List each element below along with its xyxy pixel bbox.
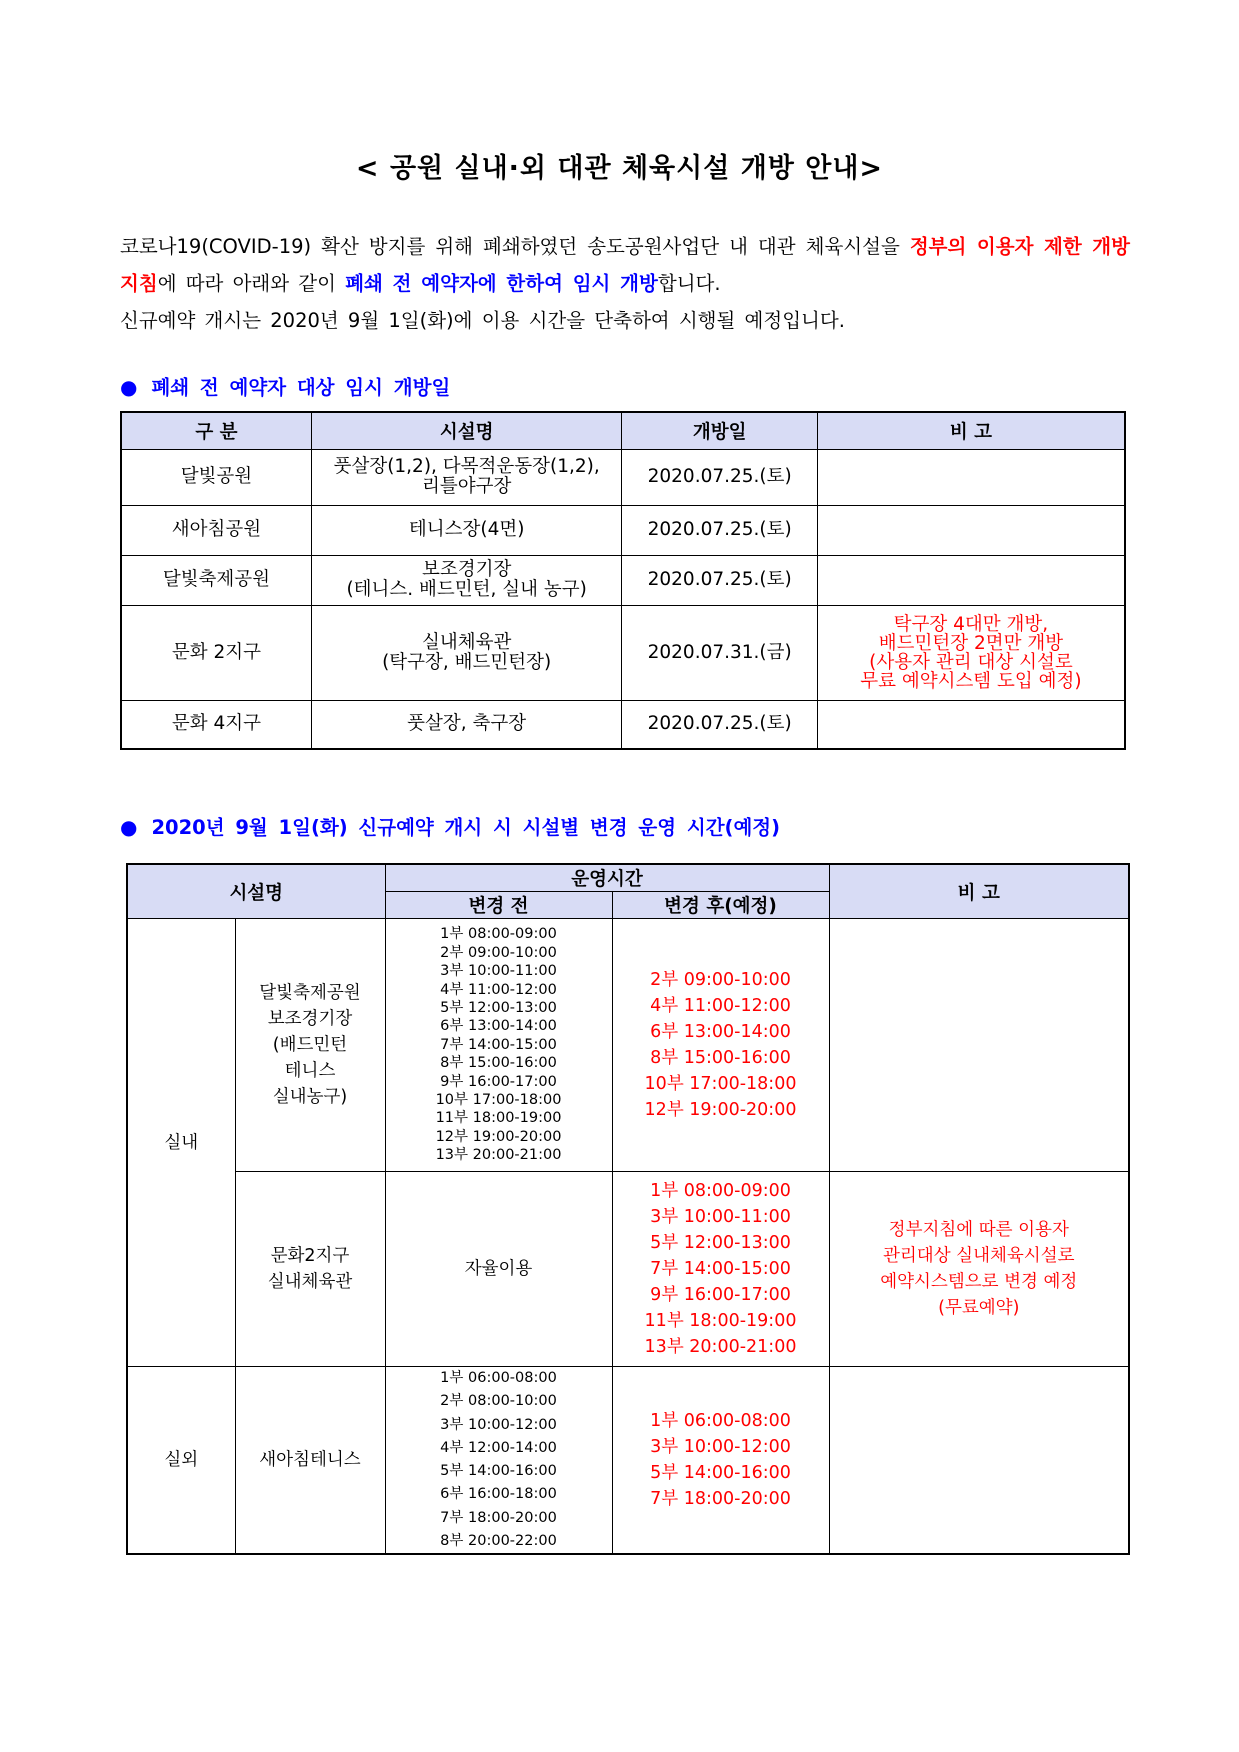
park-name: 문화 4지구 <box>121 700 311 749</box>
table-row <box>121 700 1125 749</box>
intro-text-2: 신규예약 개시는 2020년 9월 1일(화)에 이용 시간을 단축하여 시행될 예정입니다. <box>120 309 845 332</box>
table-row <box>121 555 1125 605</box>
header-hours: 운영시간 <box>385 864 829 892</box>
header-before: 변경 전 <box>385 892 612 919</box>
hours-after: 2부 09:00-10:00 4부 11:00-12:00 6부 13:00-14:00 8부 15:00-16:00 10부 17:00-18:00 12부 19:00-20:00 <box>612 919 829 1172</box>
header-after: 변경 후(예정) <box>612 892 829 919</box>
hours-after: 1부 08:00-09:00 3부 10:00-11:00 5부 12:00-13:00 7부 14:00-15:00 9부 16:00-17:00 11부 18:00-19:00 13부 20:00-21:00 <box>612 1172 829 1367</box>
page-title: < 공원 실내·외 대관 체육시설 개방 안내> <box>355 153 884 184</box>
note-cell <box>817 555 1125 605</box>
open-date: 2020.07.25.(토) <box>622 449 817 505</box>
facility-name: 실내체육관 (탁구장, 배드민턴장) <box>311 605 622 700</box>
category-outdoor: 실외 <box>127 1367 235 1555</box>
facility-name: 풋살장(1,2), 다목적운동장(1,2), 리틀야구장 <box>311 449 622 505</box>
open-date: 2020.07.31.(금) <box>622 605 817 700</box>
section2-heading-text: 2020년 9월 1일(화) 신규예약 개시 시 시설별 변경 운영 시간(예정) <box>151 816 781 839</box>
hours-table <box>126 863 1130 1555</box>
note-cell <box>817 700 1125 749</box>
facility-name: 보조경기장 (테니스. 배드민턴, 실내 농구) <box>311 555 622 605</box>
facility-name: 문화2지구 실내체육관 <box>235 1172 385 1367</box>
header-date: 개방일 <box>622 412 817 449</box>
park-name: 달빛축제공원 <box>121 555 311 605</box>
table-row <box>127 1367 1129 1555</box>
category-indoor: 실내 <box>127 919 235 1367</box>
note-cell <box>817 505 1125 555</box>
table-header-row <box>121 412 1125 449</box>
header-note: 비 고 <box>817 412 1125 449</box>
table-row <box>127 919 1129 1172</box>
intro-paragraph <box>120 228 1130 339</box>
table-row <box>121 449 1125 505</box>
section2-heading <box>120 812 780 840</box>
park-name: 새아침공원 <box>121 505 311 555</box>
hours-before: 1부 08:00-09:00 2부 09:00-10:00 3부 10:00-11:00 4부 11:00-12:00 5부 12:00-13:00 6부 13:00-14:00 7부 14:00-15:00 8부 15:00-16:00 9부 16:00-17:00 10부 17:00-18:00 11부 18:00-19:00 12부 19:00-20:00 13부 20:00-21:00 <box>385 919 612 1172</box>
table-row <box>121 605 1125 700</box>
facility-name: 달빛축제공원 보조경기장 (배드민턴 테니스 실내농구) <box>235 919 385 1172</box>
bullet-icon: ● <box>120 375 138 399</box>
park-name: 문화 2지구 <box>121 605 311 700</box>
open-date: 2020.07.25.(토) <box>622 700 817 749</box>
intro-text: 코로나19(COVID-19) 확산 방지를 위해 폐쇄하였던 송도공원사업단 내 대관 체육시설을 <box>120 235 910 258</box>
header-category: 구 분 <box>121 412 311 449</box>
hours-before: 1부 06:00-08:00 2부 08:00-10:00 3부 10:00-12:00 4부 12:00-14:00 5부 14:00-16:00 6부 16:00-18:00 7부 18:00-20:00 8부 20:00-22:00 <box>385 1367 612 1555</box>
table-header-row <box>127 864 1129 892</box>
intro-highlight-red: 정부의 이용자 제한 개방 지침 <box>120 235 1130 295</box>
table-row <box>127 1172 1129 1367</box>
note-cell: 탁구장 4대만 개방, 배드민턴장 2면만 개방 (사용자 관리 대상 시설로 무료 예약시스템 도입 예정) <box>817 605 1125 700</box>
table-row <box>121 505 1125 555</box>
section1-heading <box>120 372 450 400</box>
park-name: 달빛공원 <box>121 449 311 505</box>
reopening-table <box>120 411 1126 750</box>
intro-text: 에 따라 아래와 같이 <box>157 272 346 295</box>
facility-name: 풋살장, 축구장 <box>311 700 622 749</box>
header-note: 비 고 <box>829 864 1129 919</box>
intro-highlight-blue: 폐쇄 전 예약자에 한하여 임시 개방 <box>345 272 658 295</box>
open-date: 2020.07.25.(토) <box>622 555 817 605</box>
section1-heading-text: 폐쇄 전 예약자 대상 임시 개방일 <box>151 376 451 399</box>
header-facility: 시설명 <box>127 864 385 919</box>
intro-text: 합니다. <box>657 272 721 295</box>
facility-name: 새아침테니스 <box>235 1367 385 1555</box>
bullet-icon: ● <box>120 815 138 839</box>
note-cell <box>817 449 1125 505</box>
note-cell <box>829 1367 1129 1555</box>
hours-after: 1부 06:00-08:00 3부 10:00-12:00 5부 14:00-16:00 7부 18:00-20:00 <box>612 1367 829 1555</box>
facility-name: 테니스장(4면) <box>311 505 622 555</box>
hours-before: 자율이용 <box>385 1172 612 1367</box>
note-cell: 정부지침에 따른 이용자 관리대상 실내체육시설로 예약시스템으로 변경 예정 (무료예약) <box>829 1172 1129 1367</box>
open-date: 2020.07.25.(토) <box>622 505 817 555</box>
header-facility: 시설명 <box>311 412 622 449</box>
note-cell <box>829 919 1129 1172</box>
